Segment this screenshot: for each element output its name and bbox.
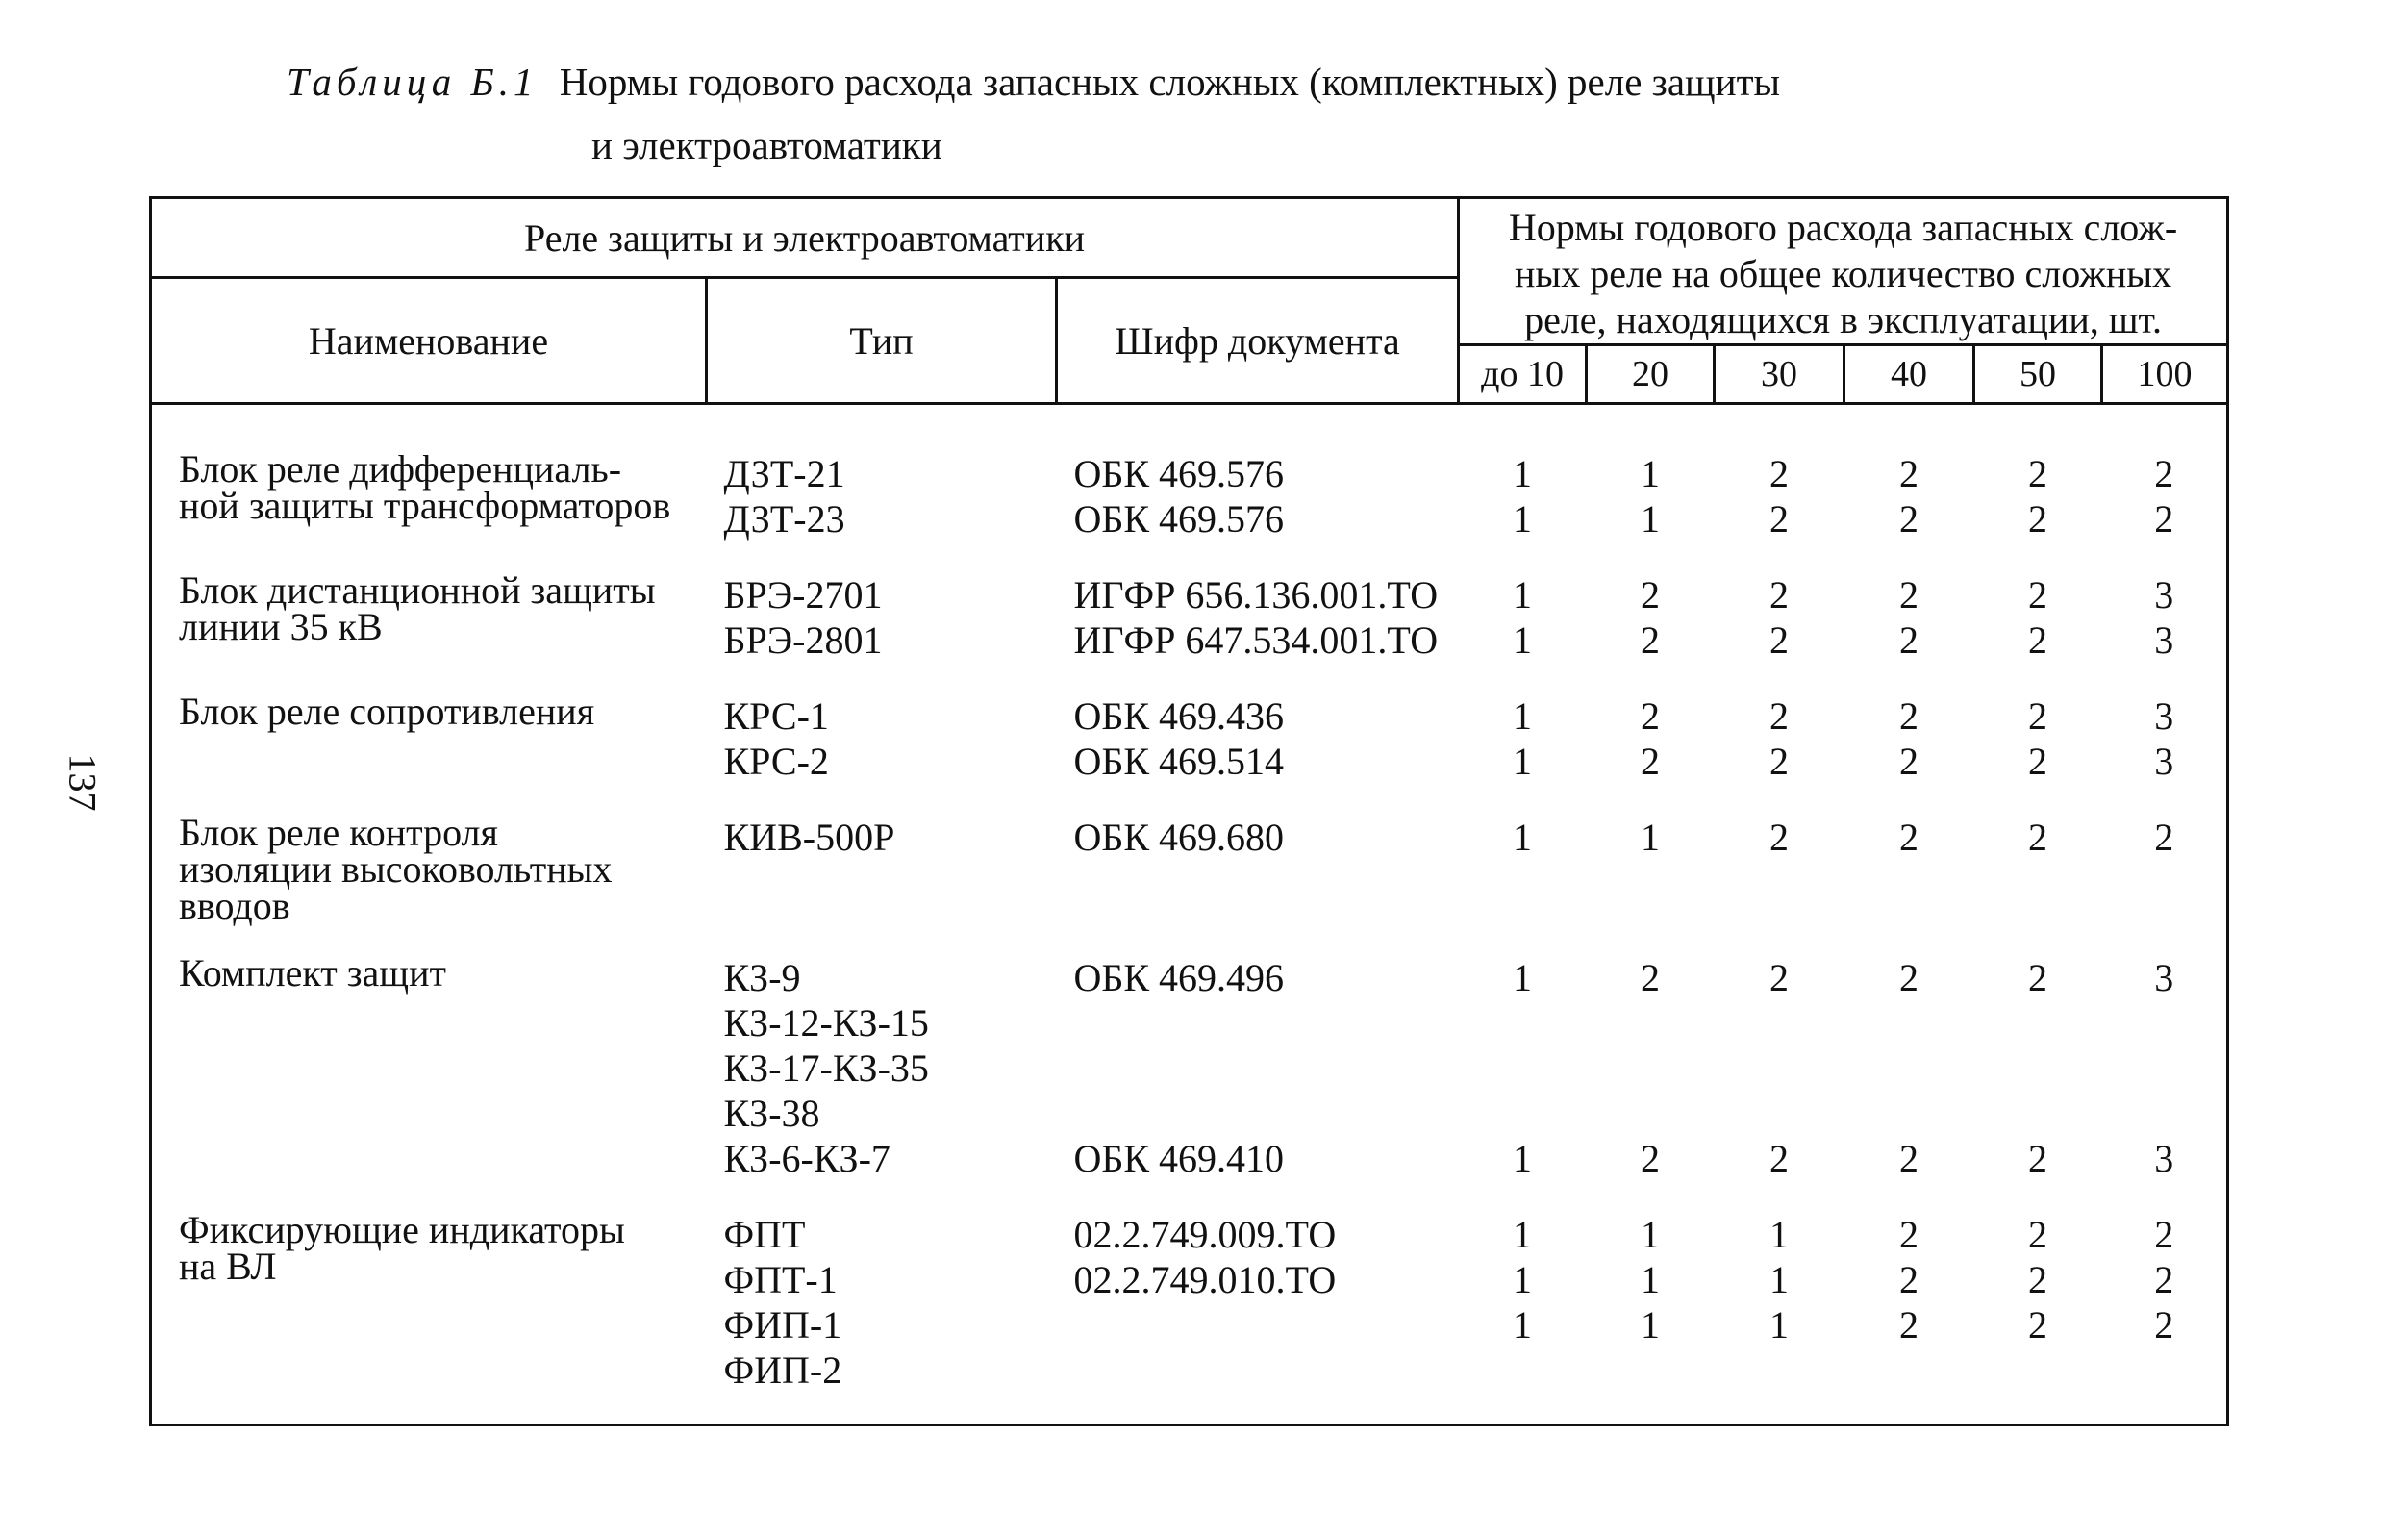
relay-name-cell	[151, 1208, 707, 1425]
norm-value: 2	[2154, 816, 2174, 859]
norm-value: 1	[1641, 1303, 1661, 1347]
table-caption	[287, 50, 1780, 177]
norm-value: 2	[1899, 1213, 1919, 1256]
relay-name-line: изоляции высоковольтных	[179, 847, 613, 891]
relay-name-line: Блок реле контроля	[179, 811, 498, 854]
document-code-cell	[1057, 693, 1459, 815]
norm-value: 3	[2154, 573, 2174, 617]
document-code-cell	[1057, 955, 1459, 1212]
table-row	[151, 815, 2228, 955]
caption-text: Нормы годового расхода запасных сложных (комплектных) реле защиты	[559, 60, 1781, 104]
relay-type: ФИП-2	[723, 1348, 842, 1392]
norm-value-cell	[1844, 815, 1974, 955]
norm-value-cell	[1715, 815, 1844, 955]
relay-type: КЗ-17-КЗ-35	[723, 1046, 929, 1090]
relay-name-line: Фиксирующие индикаторы	[179, 1208, 625, 1251]
norm-value: 2	[1641, 740, 1661, 783]
relay-type: ФПТ	[723, 1213, 806, 1256]
relay-type-cell	[707, 955, 1057, 1212]
norm-value: 2	[1899, 618, 1919, 662]
norm-value: 3	[2154, 740, 2174, 783]
norm-value: 1	[1513, 956, 1533, 999]
header-qty: 40	[1844, 345, 1974, 404]
document-code: ОБК 469.436	[1073, 694, 1285, 738]
norm-value: 1	[1513, 452, 1533, 495]
norm-value-cell	[1715, 693, 1844, 815]
relay-type: КИВ-500Р	[723, 816, 895, 859]
relay-type: КЗ-9	[723, 956, 801, 999]
norm-value-cell	[1587, 1212, 1715, 1425]
header-name: Наименование	[151, 278, 707, 404]
relay-type: ФПТ-1	[723, 1258, 838, 1301]
norm-value: 1	[1513, 618, 1533, 662]
norm-value: 1	[1513, 1213, 1533, 1256]
relay-name-line: Комплект защит	[179, 951, 446, 995]
norm-value: 2	[1899, 1137, 1919, 1180]
relay-name-line: Блок дистанционной защиты	[179, 568, 656, 612]
norm-value: 2	[1899, 1258, 1919, 1301]
norm-value: 1	[1513, 1137, 1533, 1180]
relay-name-cell	[151, 811, 707, 955]
norm-value: 2	[1899, 497, 1919, 541]
norm-value: 1	[1769, 1258, 1790, 1301]
relay-type: БРЭ-2801	[723, 618, 883, 662]
norm-value-cell	[2102, 815, 2228, 955]
norm-value: 2	[1769, 497, 1790, 541]
norm-value: 2	[1769, 618, 1790, 662]
norm-value: 3	[2154, 694, 2174, 738]
relay-type-cell	[707, 451, 1057, 572]
norm-value-cell	[2102, 572, 2228, 693]
norm-value: 2	[1641, 694, 1661, 738]
document-code: ОБК 469.410	[1073, 1137, 1285, 1180]
norms-table	[149, 196, 2229, 1426]
document-code: ОБК 469.576	[1073, 452, 1285, 495]
header-code: Шифр документа	[1057, 278, 1459, 404]
norm-value-cell	[1459, 815, 1587, 955]
norm-value-cell	[1715, 572, 1844, 693]
document-code-cell	[1057, 451, 1459, 572]
header-qty: до 10	[1459, 345, 1587, 404]
norm-value: 1	[1513, 573, 1533, 617]
norm-value-cell	[1844, 1212, 1974, 1425]
document-code: ОБК 469.496	[1073, 956, 1285, 999]
relay-name-cell	[151, 951, 707, 1212]
norm-value: 2	[1899, 956, 1919, 999]
norm-value: 1	[1641, 1213, 1661, 1256]
header-norms-line: реле, находящихся в эксплуатации, шт.	[1524, 298, 2162, 341]
norm-value: 1	[1641, 1258, 1661, 1301]
relay-name-line: Блок реле сопротивления	[179, 690, 595, 733]
norm-value: 2	[2028, 1303, 2048, 1347]
norm-value: 2	[1641, 573, 1661, 617]
relay-name-cell	[151, 690, 707, 815]
norm-value-cell	[1974, 1212, 2102, 1425]
relay-type-cell	[707, 693, 1057, 815]
caption-line-2: и электроавтоматики	[591, 123, 942, 167]
table-body	[151, 404, 2228, 1425]
norm-value-cell	[1587, 955, 1715, 1212]
norm-value-cell	[1459, 1212, 1587, 1425]
norm-value: 2	[2028, 1213, 2048, 1256]
relay-name-line: на ВЛ	[179, 1245, 277, 1288]
norm-value: 2	[1899, 1303, 1919, 1347]
norm-value-cell	[1715, 955, 1844, 1212]
document-code: ИГФР 656.136.001.ТО	[1073, 573, 1439, 617]
norm-value: 2	[1769, 573, 1790, 617]
header-norms	[1459, 198, 2228, 345]
norm-value-cell	[1459, 693, 1587, 815]
norm-value: 2	[2028, 1258, 2048, 1301]
table-row	[151, 693, 2228, 815]
norm-value-cell	[1587, 572, 1715, 693]
relay-type-cell	[707, 815, 1057, 955]
norm-value: 2	[2028, 1137, 2048, 1180]
norm-value: 2	[1899, 573, 1919, 617]
norm-value: 2	[1769, 694, 1790, 738]
norm-value: 1	[1513, 816, 1533, 859]
header-qty: 30	[1715, 345, 1844, 404]
norm-value-cell	[1715, 451, 1844, 572]
document-code-cell	[1057, 815, 1459, 955]
norm-value-cell	[2102, 1212, 2228, 1425]
norm-value: 2	[1641, 956, 1661, 999]
document-code-cell	[1057, 1212, 1459, 1425]
relay-type-cell	[707, 1212, 1057, 1425]
norm-value: 2	[2028, 816, 2048, 859]
norm-value: 2	[1641, 1137, 1661, 1180]
relay-type: ФИП-1	[723, 1303, 842, 1347]
norm-value: 3	[2154, 1137, 2174, 1180]
norm-value: 2	[2028, 573, 2048, 617]
document-code: ОБК 469.514	[1073, 740, 1285, 783]
document-code: ИГФР 647.534.001.ТО	[1073, 618, 1439, 662]
table-row	[151, 955, 2228, 1212]
relay-type-cell	[707, 572, 1057, 693]
norm-value: 2	[1769, 956, 1790, 999]
norm-value: 2	[2154, 1213, 2174, 1256]
norm-value: 1	[1641, 497, 1661, 541]
norm-value: 2	[1641, 618, 1661, 662]
relay-type: КЗ-12-КЗ-15	[723, 1001, 929, 1045]
norm-value: 2	[1769, 452, 1790, 495]
norm-value: 1	[1513, 1258, 1533, 1301]
norm-value: 1	[1769, 1213, 1790, 1256]
norm-value: 2	[2028, 956, 2048, 999]
table-row	[151, 1212, 2228, 1425]
norm-value: 2	[2028, 618, 2048, 662]
caption-line-1	[287, 50, 1780, 113]
norm-value: 2	[2028, 452, 2048, 495]
relay-type: КЗ-38	[723, 1092, 820, 1135]
header-norms-line: Нормы годового расхода запасных слож-	[1508, 206, 2178, 249]
norm-value-cell	[2102, 693, 2228, 815]
norm-value: 1	[1641, 452, 1661, 495]
norm-value-cell	[1974, 815, 2102, 955]
norm-value: 2	[2154, 1258, 2174, 1301]
relay-type: ДЗТ-21	[723, 452, 845, 495]
norm-value: 2	[2028, 694, 2048, 738]
document-code: 02.2.749.010.ТО	[1073, 1258, 1337, 1301]
norm-value: 1	[1513, 1303, 1533, 1347]
norm-value: 2	[2028, 497, 2048, 541]
norm-value: 2	[1899, 816, 1919, 859]
norm-value-cell	[1459, 451, 1587, 572]
document-code: ОБК 469.680	[1073, 816, 1285, 859]
norm-value: 1	[1513, 497, 1533, 541]
norm-value: 1	[1641, 816, 1661, 859]
norm-value-cell	[2102, 955, 2228, 1212]
norm-value: 2	[1769, 1137, 1790, 1180]
norm-value-cell	[2102, 451, 2228, 572]
norm-value: 1	[1769, 1303, 1790, 1347]
table-row	[151, 451, 2228, 572]
norm-value: 1	[1513, 740, 1533, 783]
header-qty: 100	[2102, 345, 2228, 404]
norm-value-cell	[1459, 955, 1587, 1212]
norm-value-cell	[1715, 1212, 1844, 1425]
relay-type: БРЭ-2701	[723, 573, 883, 617]
header-relay-group: Реле защиты и электроавтоматики	[151, 198, 1459, 278]
norm-value-cell	[1974, 955, 2102, 1212]
document-code: 02.2.749.009.ТО	[1073, 1213, 1337, 1256]
caption-label: Таблица Б.1	[287, 60, 539, 104]
document-code-cell	[1057, 572, 1459, 693]
norm-value: 1	[1513, 694, 1533, 738]
relay-type: КРС-1	[723, 694, 829, 738]
header-type: Тип	[707, 278, 1057, 404]
relay-name-cell	[151, 568, 707, 693]
norm-value-cell	[1844, 693, 1974, 815]
norm-value: 2	[2028, 740, 2048, 783]
relay-name-line: ной защиты трансформаторов	[179, 484, 671, 527]
header-qty: 50	[1974, 345, 2102, 404]
norm-value-cell	[1587, 815, 1715, 955]
norm-value: 2	[2154, 1303, 2174, 1347]
norm-value: 3	[2154, 956, 2174, 999]
norm-value-cell	[1587, 451, 1715, 572]
norm-value-cell	[1974, 451, 2102, 572]
norm-value: 3	[2154, 618, 2174, 662]
relay-name-line: Блок реле дифференциаль-	[179, 447, 622, 491]
header-qty: 20	[1587, 345, 1715, 404]
relay-type: КРС-2	[723, 740, 829, 783]
norm-value: 2	[1769, 816, 1790, 859]
norm-value: 2	[1899, 740, 1919, 783]
table-row	[151, 572, 2228, 693]
norm-value-cell	[1459, 572, 1587, 693]
relay-name-line: линии 35 кВ	[179, 605, 383, 648]
norm-value-cell	[1974, 693, 2102, 815]
norm-value-cell	[1844, 955, 1974, 1212]
relay-type: ДЗТ-23	[723, 497, 845, 541]
norm-value: 2	[1899, 452, 1919, 495]
norm-value: 2	[2154, 452, 2174, 495]
page-number: 137	[61, 753, 105, 812]
norm-value-cell	[1844, 451, 1974, 572]
norm-value-cell	[1974, 572, 2102, 693]
relay-name-cell	[151, 447, 707, 572]
norm-value: 2	[1769, 740, 1790, 783]
norm-value: 2	[1899, 694, 1919, 738]
norm-value: 2	[2154, 497, 2174, 541]
norm-value-cell	[1587, 693, 1715, 815]
document-code: ОБК 469.576	[1073, 497, 1285, 541]
header-norms-line: ных реле на общее количество сложных	[1514, 252, 2172, 295]
norm-value-cell	[1844, 572, 1974, 693]
relay-type: КЗ-6-КЗ-7	[723, 1137, 890, 1180]
relay-name-line: вводов	[179, 884, 290, 927]
